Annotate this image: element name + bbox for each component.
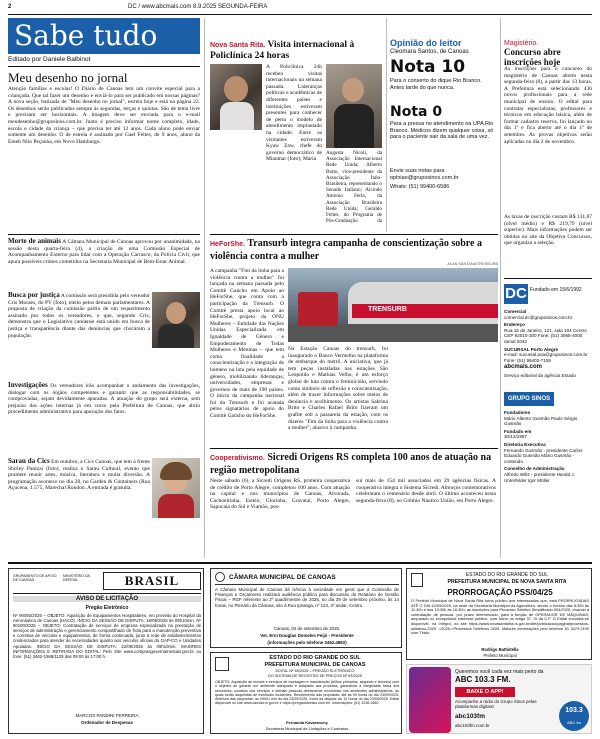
opiniao-whats: Whats: (51) 99400-6586	[390, 184, 450, 190]
grupo-sinos-details: Fundadores Mário Alberto Gusmão Paulo Sérgio Gusmão Fundado em 30/12/1957 Diretoria Executiva Fernando Gusmão - presidente Carlos Eduardo Gusmão Mário Gusmão - conteúdo Conselho de Administração Alfredo Wiltz - presidente Harald J. Unterfelder Igor Müller	[504, 410, 583, 483]
nsr-pss-title1: ESTADO DO RIO GRANDE DO SUL	[465, 572, 549, 578]
header-rule	[8, 14, 592, 15]
page-header	[8, 4, 592, 14]
nota-10-label: Nota 10	[390, 57, 466, 77]
canoas-pregao-signer: Fernanda Kavaranchy	[286, 720, 328, 725]
busca-justica-body: A comissão será presidida pelo vereador Cris Moraes, do PV (foto), eleito pelos demais parlamentares. A proposta de criação da comissão partiu de um requerimento assinado por todos os vereadores, o que, segundo Cris, demonstra que o Legislativo canoense está unido em busca de justiça e transparência diante das denúncias que chocaram a população.	[8, 293, 150, 339]
sarau-body: Em outubro, a Cics Canoas, que tem à frente Shirley Panizzi (foto), realiza o Sarau Cultural, evento que promete reunir artes, música, literatura e muita diversão. A programação acontece no dia 28, no Garden & Containers (Rua Açucena, 1.575, Marechal Rondon. A entrada é gratuita.	[8, 459, 150, 492]
nota-10-text: Para o conserto do dique Rio Branco. Antes tarde do que nunca.	[390, 78, 482, 91]
sabe-tudo-banner	[8, 18, 200, 54]
magisterio-headline-block	[504, 40, 592, 67]
radio-logo: 103.3 ABC fm	[559, 701, 589, 731]
sabe-tudo-title: Sabe tudo	[14, 19, 158, 52]
policlinica-kicker: Nova Santa Rita.	[210, 42, 266, 49]
sicredi-kicker: Cooperativismo.	[210, 455, 265, 462]
header-source: DC / www.abcmais.com 8.9.2025 SEGUNDA-FEIRA	[128, 4, 268, 10]
sicredi-body-2: sui mais de 154 mil associados em 29 agências físicas. A cooperativa integra o Sistema Sicredi. Almoços comemorativos celebraram o centenário desde abril. O último aconteceu nesta segunda-feira (8), no Grêmio Náutico União, em Porto Alegre.	[356, 478, 496, 504]
radio-line2: Acompanhe a rádio do Grupo Sinos pelas plataformas digitais!	[455, 699, 537, 710]
divider	[210, 448, 498, 449]
heforshe-photo-credit: ALAN SANTANA/TRENSURB	[447, 262, 498, 266]
policlinica-headline-block	[210, 40, 382, 62]
canoas-pregao-title4: DO SISTEMA DE REGISTRO DE PREÇOS Nº 93/2025	[268, 674, 362, 678]
nsr-pss-body: O Prefeito Municipal de Nova Santa Rita torna público aos interessados que, está PRORROGADAS ATÉ O DIA 12/09/2025, na sede da Secretaria Municipal da Agricultura, dentro o horário das 8:30h às 11:30h e das 13:30h às 16:30h, as inscrições para Processo Seletivo Simplificado 004/2025, visando à contratação de pessoal, por prazo determinado, para a função de OPERADOR DE MÁQUINAS, amparado no excepcional interesse público, com fulcro no artigo 37, IX da C.F. O Edital encontra-se disponível, na íntegra, no site https://www.novasantarita.rs.gov.br/site/publicacao/pagina/processos-seletivos-2025 ->2025->Processos Seletivos 2025. Maiores informações pelo telefone 51 3479.2190 com Thaís.	[411, 599, 589, 636]
canoas-pregao-ad	[210, 652, 402, 734]
grupo-sinos-logo: GRUPO SINOS	[504, 392, 554, 406]
defesa-body: Nº 90093/2025 – OBJETO: Aquisição de Equipamentos Hospitalares, em proveito do Hospital da Aeronáutica de Canoas (HACO). INÍCIO DA SESSÃO DE DISPUTA: 18/09/2025 às 09h10min. Nº 90100/2025 – OBJETO: Contratação de serviços de empresa especializada na prestação de serviços de administração e gerenciamento compartilhado de frota para a manutenção preventiva e corretiva de veículos e equipamentos, de forma continuada, junto à rede de estabelecimentos credenciados para atender às necessidades quanto aos veículos oficiais do GAP-CO e Unidades Apoiadas. INÍCIO DA SESSÃO DE DISPUTA: 22/09/2025 às 09h10min. MAIORES INFORMAÇÕES E RETIRADA DO EDITAL: Pelo Site www.comprasgovernamentais.gov.br ou fone: (51) 3462-1568/1129 das 09:00 às 17:00 h.	[13, 613, 201, 659]
camara-body: A Câmara Municipal de Canoas dá ciência à sociedade em geral que a Comissão de Finanças e Orçamento realizará audiência pública para discussão do Relatório de Gestão Fiscal – RGF referente ao 2º quadrimestre de 2025, no dia 29 de setembro próximo, às 14 horas, no Plenário da Câmara, sito à Rua Ipiranga, nº 123, 3º andar, Centro.	[215, 587, 399, 608]
shirley-panizzi-photo	[152, 458, 200, 518]
divider	[210, 234, 498, 235]
divider	[8, 234, 200, 235]
heforshe-body-2a: Na Estação Canoas do trensurb, foi inaugurado o Banco Vermelho na plataforma de embarque do metrô. A iniciativa, que já tem peças instaladas nas estações São Leopoldo e Mathias Velho, é um esforço global de luta contra o feminicídio, servindo como símbolo de reflexão e conscientização, além de trazer informações sobre meios de denúncia e acolhimento. Os artistas Sabrina Brito e Charles Rafael Brito fizeram um grafite sob a passarela da estação, com os dizeres "Fim da linha para a violência contra a mulher", alusivo à campanha.	[288, 346, 388, 432]
morte-animais-item	[8, 238, 200, 286]
investigacoes-item	[8, 382, 200, 442]
magisterio-body-2: As taxas de inscrição custam R$ 131,87 (nível médio) e R$ 219,79 (nível superior). Mais informações podem ser obtidas no site da Objetiva Concursos, que organiza a seleção.	[504, 214, 592, 247]
nsr-pss-ad	[406, 568, 592, 660]
camara-date: Canoas, 04 de setembro de 2025.	[273, 626, 341, 631]
column-rule	[204, 18, 205, 558]
nsr-brasao-icon	[411, 573, 423, 587]
meu-desenho-headline: Meu desenho no jornal	[8, 70, 128, 85]
sicredi-headline: Sicredi Origens RS completa 100 anos de atuação na região metropolitana	[210, 452, 492, 476]
nsr-pss-role: Prefeito Municipal	[483, 653, 517, 658]
defesa-subtitle: Pregão Eletrônico	[85, 605, 129, 611]
dc-logo: DC	[505, 285, 527, 302]
investigacoes-lead: Investigações	[8, 382, 48, 389]
nsr-pss-title2: PREFEITURA MUNICIPAL DE NOVA SANTA RITA	[447, 579, 567, 585]
opiniao-title: Opinião do leitor	[390, 38, 462, 48]
canoas-pregao-title2: PREFEITURA MUNICIPAL DE CANOAS	[264, 662, 366, 668]
dc-box-details: Comercial comercial.dc@gruposinos.com.br Endereço Rua 15 de Janeiro, 121, sala 104 Centro CEP 92010-300 Fone: (51) 3065-4000 ramal 2042 SUCURSAL Porto Alegre e-mail: sucursal.poa@gruposinos.com.br Fone: (51) 99402-7159 abcmais.com Serviço editorial da agência Estado	[504, 309, 588, 378]
kyaw-zaw-photo	[210, 64, 262, 130]
radio-ad	[406, 664, 592, 734]
radio-brand: ABC 103.3 FM.	[455, 675, 511, 684]
busca-justica-lead: Busca por justiça	[8, 292, 60, 299]
sicredi-headline-block	[210, 452, 498, 476]
ads-rule	[8, 562, 592, 564]
nsr-pss-signer: Rodrigo Battistella	[481, 647, 519, 652]
morte-animais-body: A Câmara Municipal de Canoas aprovou por unanimidade, na sessão desta quarta-feira (4), a criação de uma Comissão Especial de Acompanhamento Externo para lidar com a Operação Carrasco, da Polícia Civil, que apura possíveis crimes cometidos na Secretaria Municipal de Bem-Estar Animal.	[8, 239, 200, 265]
magisterio-body: As inscrições para o concurso do magistério de Canoas abrem nesta segunda-feira (8), a partir das 13 horas. A Prefeitura está selecionando 436 novos profissionais para a rede municipal de ensino. O edital para contratar especialistas, professores e técnicos em educação básica, além de formar cadastro reserva, foi lançado no dia 1º e fica aberto até o dia 1º de setembro. As provas objetivas serão aplicadas no dia 2 de novembro.	[504, 66, 592, 145]
opiniao-author: Cleomara Santos, de Canoas	[390, 49, 469, 55]
nsr-pss-title3: PRORROGAÇÃO PSS/04/25	[447, 588, 553, 597]
defesa-ad	[8, 568, 204, 734]
defesa-org2: MINISTÉRIO DA DEFESA	[63, 574, 90, 582]
opiniao-contact: Envie suas notas para opiniao@gruposinos.com.br	[390, 168, 459, 181]
heforshe-headline: Transurb integra campanha de conscientização sobre a violência contra a mulher	[210, 238, 482, 262]
cris-moraes-photo	[152, 292, 200, 348]
sarau-item	[8, 458, 150, 562]
nota-0-text: Para a pressa no atendimento na UPA Rio Branco. Médicos dizem qualquer coisa, só para o paciente sair da sala de uma vez.	[390, 121, 494, 141]
radio-site: abc103fm.com.br	[455, 723, 490, 728]
defesa-org1: GRUPAMENTO DE APOIO DE CANOAS	[13, 574, 57, 582]
camara-seal-icon	[215, 572, 225, 582]
canoas-pregao-title3: EDITAL Nº 69/2025 – PREGÃO ELETRÔNICO	[275, 669, 355, 673]
column-rule	[500, 18, 501, 558]
policlinica-body-2: Augusta Nicoli, da Associação Internacional Rede Unida; Alberto Botto, vice-presidente da Associação Ítalo-Brasileira, representando o Senado Italiano; Alcindo Antonio Ferla, da Associação Brasileira Rede Unida; Geraldo Feltes, do Programa de Pós-Graduação da	[326, 150, 382, 224]
canoas-brasao-icon	[215, 657, 229, 671]
camara-ad	[210, 568, 402, 648]
investigacoes-body: Os vereadores irão acompanhar o andamento das investigações, dialogar com os órgãos competentes e garantir que as responsabilidades, se comprovadas, sejam devidamente apuradas. A atuação do grupo será externa, sem prejuízo das ações internas já em curso pela Prefeitura de Canoas, que abriu procedimento administrativo para apuração dos fatos.	[8, 383, 200, 416]
defesa-title: AVISO DE LICITAÇÃO	[13, 596, 201, 602]
policlinica-body-1: A Policlínica 24h recebeu visitas internacionais na semana passada. Lideranças políticas e acadêmicas de diferentes países e instituições estiveram presentes para conhecer de perto o modelo de atendimento implantado na cidade. Entre os visitantes estiveram Kyaw Zaw, chefe do governo democrático de Mianmar (foto); Maria	[266, 64, 322, 163]
defesa-signer: MARCOS PANDINI FERREIRA	[75, 713, 139, 718]
heforshe-body-1: A campanha "Fim da linha para a violência contra a mulher" foi lançada na semana passada pelo Comitê Gaúcho em Apoio ao HeForShe, que conta com a participação da Trensurb. O Comitê presta apoio local ao HeForShe, projeto da ONU Mulheres – Entidade das Nações Unidas Especializada em Igualdade de Gênero e Empoderamento de Todas Mulheres e Meninas – que tem como finalidade a conscientização e a integração de homens na luta pela equidade de gênero, mobilizando lideranças, universidades, empresas e governos de mais de 190 países. O início da campanha nacional foi da Trensurb e foi acatada pelos signatários de apoio do Comitê Gaúcho do HeForShe.	[210, 268, 284, 420]
trensurb-train-photo	[288, 268, 498, 342]
train-label: TRENSURB	[368, 306, 407, 313]
magisterio-headline: Concurso abre inscrições hoje	[504, 47, 561, 67]
dc-founded: Fundado em 15/6/1992	[530, 287, 582, 293]
defesa-role: Ordenador de Despesas	[81, 720, 133, 725]
nota-0-label: Nota 0	[390, 104, 443, 120]
divider	[8, 66, 200, 67]
policlinica-photo-2	[326, 64, 382, 148]
camara-title: CÂMARA MUNICIPAL DE CANOAS	[229, 574, 336, 581]
sabe-tudo-editor: Editado por Daniele Balbinot	[8, 56, 91, 63]
policlinica-headline: Visita internacional à Policlínica 24 horas	[210, 40, 355, 61]
radio-handle: abc103fm	[455, 713, 485, 720]
canoas-pregao-body: OBJETO: Aquisição de móveis e serviços de montagem e manutenção (trilhos primários, segundo e terceiro) com o objetivo de garantir um ambiente adequado e adaptado aos produtos, garantindo a integridade física dos servidores, usuários dos serviços e demais pessoas diretamente envolvidas nos ambientes administrativos, as quais serão adquiridas de eventuais incidentes. Recebimento das propostas: até às 09 horas do dia 23/09/2025. Abertura das propostas: às 09h01 min do dia 23/09/2025. Início da disputa: às 10 horas do dia 23/09/2025. Edital disponível no site www.canoas.rs.gov.br e https://pregaobanrisul.com.br/. Informações: (51) 3236.1660.	[215, 680, 399, 706]
busca-justica-item	[8, 292, 150, 378]
heforshe-kicker: HeForShe.	[210, 241, 246, 248]
column-rule	[386, 18, 387, 232]
heforshe-headline-block	[210, 238, 498, 262]
camara-signer: Ver. Erni Douglas Domeles Feijó - Presidente	[260, 633, 354, 638]
canoas-pregao-role: Secretária Municipal de Licitações e Contratos	[265, 726, 349, 731]
radio-phone-image	[409, 667, 451, 733]
canoas-pregao-title1: ESTADO DO RIO GRANDE DO SUL	[269, 655, 361, 661]
meu-desenho-body: Atenção famílias e escolas! O Diário de Canoas tem um convite especial para a criançada. Que tal fazer um desenho e enviá-lo para ser publicado em nossas páginas? A nova seção, batizada de "Meu desenho no jornal", estreia hoje e está na página 22. Os desenhos serão publicados sempre às segundas, terças e quintas. São de tema livre e precisam ser horizontais. A imagem deve ser enviada para o e-mail meudesenho@gruposinos.com.br. Junto é preciso informar nome completo, idade, escola e cidade da criança – que precisa ter até 12 anos. Cada aluno pode enviar somente um desenho. O de estreia é assinado por Gael Feltes, de 9 anos, aluno da Emeb Nilo Peçanha, em Novo Hamburgo.	[8, 86, 200, 145]
morte-animais-lead: Morte de animais	[8, 238, 61, 245]
camara-info: (informações pelo telefone 3462.4892)	[267, 640, 347, 645]
sicredi-body-1: Neste sábado (6), a Sicredi Origens RS, primeira cooperativa de crédito de Porto Alegre, completou 100 anos. Com atuação na capital e nos municípios de Canoas, Alvorada, Cachoeirinha, Esteio, Glorinha, Gravataí, Porto Alegre, Sapucaia do Sul e Viamão, pos-	[210, 478, 350, 511]
page-number: 2	[8, 4, 12, 10]
brasil-logo: BRASIL	[103, 572, 201, 590]
radio-line1: Queremos você cada vez mais perto da	[455, 669, 544, 675]
divider	[504, 278, 592, 279]
magisterio-kicker: Magistério.	[504, 40, 539, 47]
sarau-lead: Sarau da Cics	[8, 458, 50, 465]
radio-baixe-badge: BAIXE O APP!	[455, 687, 515, 697]
